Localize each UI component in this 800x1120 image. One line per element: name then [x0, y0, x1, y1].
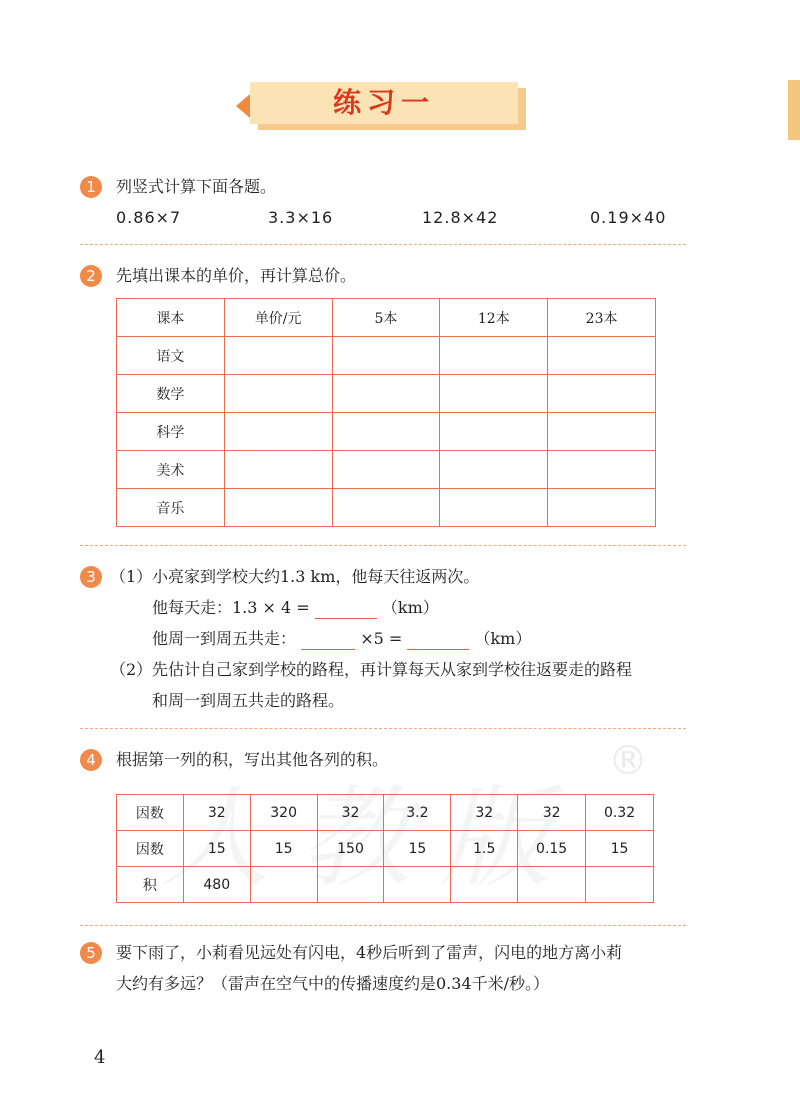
factor-cell: 32: [451, 795, 518, 831]
answer-cell[interactable]: [224, 489, 332, 527]
factor-cell: 0.32: [586, 795, 654, 831]
factor-cell: 32: [183, 795, 250, 831]
q3-part-2-text-cont: 和周一到周五共走的路程。: [152, 691, 345, 710]
answer-cell[interactable]: [440, 451, 548, 489]
banner-arrow-icon: [236, 94, 250, 118]
factor-cell: 15: [183, 831, 250, 867]
answer-cell[interactable]: [518, 867, 586, 903]
table-header: 23本: [548, 299, 656, 337]
q3-part-2-label: （2）: [110, 660, 153, 679]
factor-cell: 32: [518, 795, 586, 831]
answer-cell[interactable]: [332, 489, 440, 527]
table-header: 12本: [440, 299, 548, 337]
row-label: 数学: [117, 375, 225, 413]
row-label: 积: [117, 867, 184, 903]
q3-daily-line: 他每天走：1.3 × 4 = （km）: [152, 598, 439, 617]
factor-cell: 3.2: [384, 795, 451, 831]
answer-cell[interactable]: [332, 413, 440, 451]
row-label: 科学: [117, 413, 225, 451]
row-label: 语文: [117, 337, 225, 375]
question-5-text: 要下雨了，小莉看见远处有闪电，4秒后听到了雷声，闪电的地方离小莉: [116, 943, 623, 962]
page-title: 练习一: [332, 86, 435, 119]
divider: [80, 244, 686, 245]
question-4-number: 4: [80, 749, 102, 771]
question-5-text-cont: 大约有多远？（雷声在空气中的传播速度约是0.34千米/秒。）: [116, 974, 550, 993]
divider: [80, 728, 686, 729]
title-banner: [236, 82, 526, 130]
page-number: 4: [94, 1047, 106, 1068]
edge-tab: [788, 80, 800, 140]
answer-cell[interactable]: [224, 413, 332, 451]
factor-cell: 1.5: [451, 831, 518, 867]
answer-cell[interactable]: [317, 867, 384, 903]
textbook-price-table: [116, 298, 656, 527]
question-5-number: 5: [80, 942, 102, 964]
question-2-number: 2: [80, 265, 102, 287]
answer-blank[interactable]: [315, 600, 377, 619]
row-label: 因数: [117, 831, 184, 867]
table-header: 5本: [332, 299, 440, 337]
table-header: 课本: [117, 299, 225, 337]
question-3-number: 3: [80, 566, 102, 588]
answer-cell[interactable]: [440, 337, 548, 375]
answer-cell[interactable]: [224, 451, 332, 489]
answer-blank[interactable]: [407, 631, 469, 650]
answer-cell[interactable]: [384, 867, 451, 903]
question-2-text: 先填出课本的单价，再计算总价。: [116, 266, 357, 285]
answer-cell[interactable]: [224, 337, 332, 375]
factor-cell: 15: [384, 831, 451, 867]
answer-cell[interactable]: [440, 413, 548, 451]
answer-blank[interactable]: [301, 631, 355, 650]
q3-part-1-text: 小亮家到学校大约1.3 km，他每天往返两次。: [152, 567, 480, 586]
table-header: 单价/元: [224, 299, 332, 337]
row-label: 因数: [117, 795, 184, 831]
question-1-text: 列竖式计算下面各题。: [116, 177, 277, 196]
factor-cell: 15: [250, 831, 317, 867]
row-label: 音乐: [117, 489, 225, 527]
answer-cell[interactable]: [548, 451, 656, 489]
answer-cell[interactable]: [586, 867, 654, 903]
q1-item-2: 3.3×16: [268, 208, 334, 227]
answer-cell[interactable]: [440, 489, 548, 527]
q1-item-1: 0.86×7: [116, 208, 182, 227]
factor-cell: 15: [586, 831, 654, 867]
divider: [80, 545, 686, 546]
answer-cell[interactable]: [250, 867, 317, 903]
answer-cell[interactable]: [332, 337, 440, 375]
factor-cell: 0.15: [518, 831, 586, 867]
factor-cell: 150: [317, 831, 384, 867]
answer-cell[interactable]: [548, 413, 656, 451]
product-cell: 480: [183, 867, 250, 903]
q3-part-2-text: 先估计自己家到学校的路程，再计算每天从家到学校往返要走的路程: [152, 660, 633, 679]
registered-mark: ®: [608, 738, 648, 784]
answer-cell[interactable]: [332, 451, 440, 489]
answer-cell[interactable]: [451, 867, 518, 903]
answer-cell[interactable]: [332, 375, 440, 413]
factor-product-table: [116, 794, 654, 903]
q1-item-3: 12.8×42: [422, 208, 499, 227]
question-4-text: 根据第一列的积，写出其他各列的积。: [116, 750, 389, 769]
q3-weekly-line: 他周一到周五共走： ×5 = （km）: [152, 629, 532, 648]
q1-item-4: 0.19×40: [590, 208, 667, 227]
question-1-number: 1: [80, 176, 102, 198]
answer-cell[interactable]: [440, 375, 548, 413]
divider: [80, 925, 686, 926]
factor-cell: 320: [250, 795, 317, 831]
answer-cell[interactable]: [224, 375, 332, 413]
answer-cell[interactable]: [548, 375, 656, 413]
factor-cell: 32: [317, 795, 384, 831]
q3-part-1-label: （1）: [110, 567, 153, 586]
answer-cell[interactable]: [548, 489, 656, 527]
answer-cell[interactable]: [548, 337, 656, 375]
row-label: 美术: [117, 451, 225, 489]
